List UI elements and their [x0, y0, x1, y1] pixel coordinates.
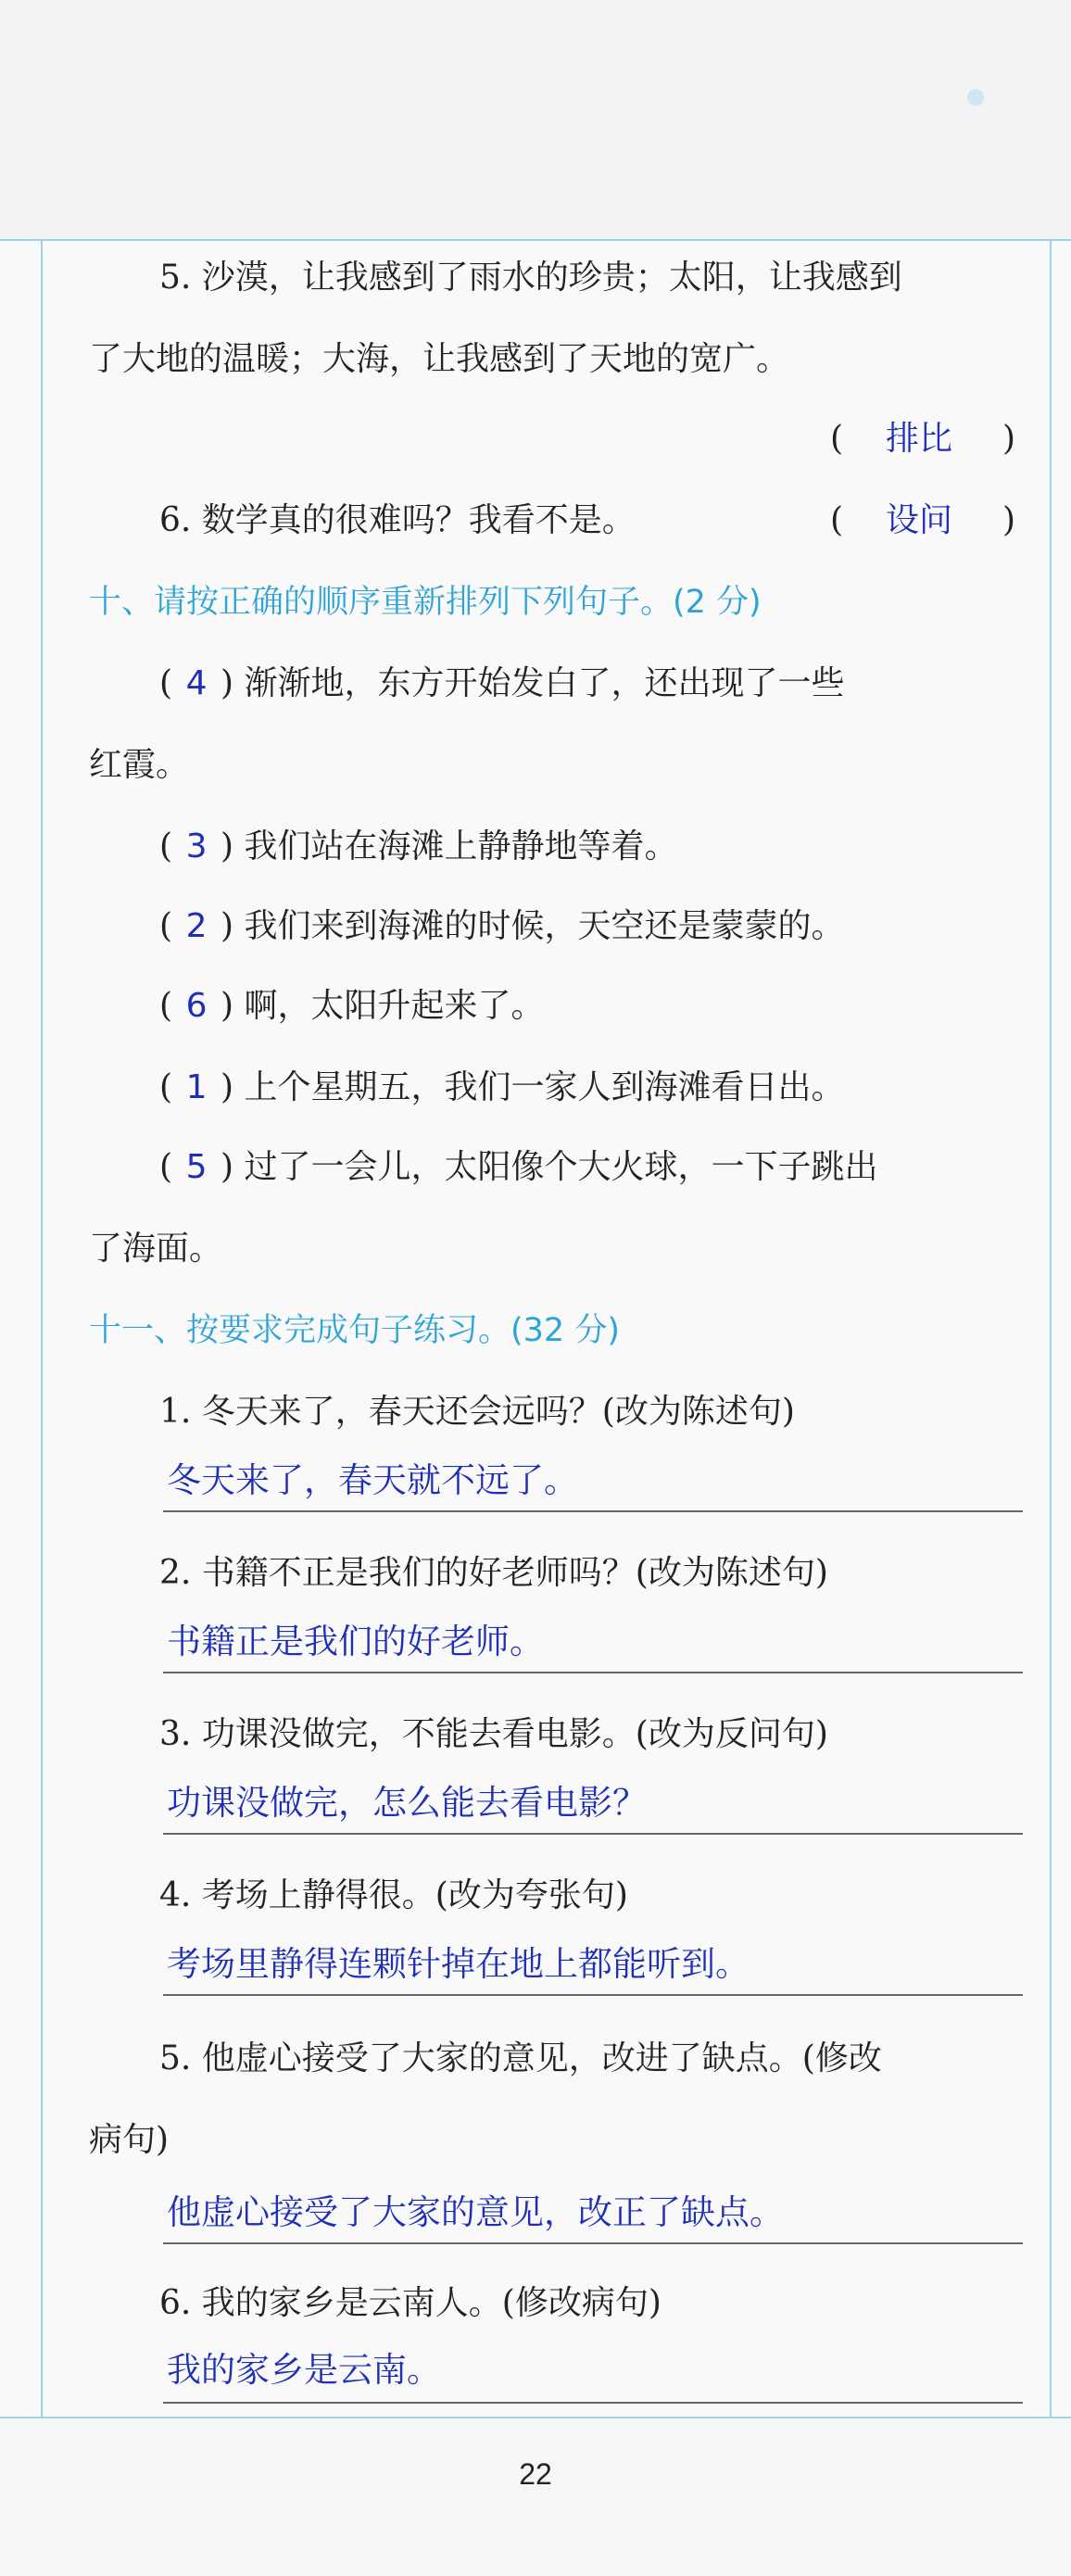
order-number: 2 [185, 907, 208, 945]
order-item: ( 1 ) 上个星期五，我们一家人到海滩看日出。 [159, 1064, 845, 1112]
order-item: ( 6 ) 啊，太阳升起来了。 [159, 982, 545, 1030]
q9-5-line2: 了大地的温暖；大海，让我感到了天地的宽广。 [89, 340, 790, 378]
order-number: 4 [185, 664, 208, 702]
q9-5-answer: 排比 [886, 420, 953, 458]
exercise-answer: 功课没做完，怎么能去看电影？ [167, 1783, 647, 1823]
section-11-heading: 十一、按要求完成句子练习。(32 分) [89, 1312, 620, 1349]
frame-left-border [41, 239, 43, 2418]
ink-spot [967, 89, 984, 106]
exercise-answer: 我的家乡是云南。 [167, 2350, 441, 2390]
exercise-answer: 他虚心接受了大家的意见，改正了缺点。 [167, 2192, 784, 2232]
q9-5-line1: 5. 沙漠，让我感到了雨水的珍贵；太阳，让我感到 [159, 259, 902, 297]
page-top-margin [0, 0, 1071, 239]
order-item: ( 4 ) 渐渐地，东方开始发白了，还出现了一些 [159, 660, 845, 708]
order-number: 3 [185, 827, 208, 865]
order-item: ( 3 ) 我们站在海滩上静静地等着。 [159, 823, 678, 871]
answer-underline [163, 1994, 1023, 1996]
order-text: 渐渐地，东方开始发白了，还出现了一些 [244, 664, 845, 702]
order-text: 我们来到海滩的时候，天空还是蒙蒙的。 [244, 907, 845, 945]
answer-underline [163, 1672, 1023, 1673]
exercise-question: 3. 功课没做完，不能去看电影。(改为反问句) [159, 1715, 828, 1753]
exercise-answer: 考场里静得连颗针掉在地上都能听到。 [167, 1944, 750, 1984]
order-text: 过了一会儿，太阳像个大火球，一下子跳出 [244, 1148, 878, 1186]
order-text: 我们站在海滩上静静地等着。 [244, 827, 678, 865]
answer-underline [163, 1510, 1023, 1512]
answer-underline [163, 1833, 1023, 1835]
answer-underline [163, 2402, 1023, 2404]
exercise-question: 5. 他虚心接受了大家的意见，改进了缺点。(修改 [159, 2039, 882, 2077]
exercise-answer: 冬天来了，春天就不远了。 [167, 1460, 578, 1500]
exercise-question-cont: 病句) [89, 2121, 170, 2159]
order-number: 1 [185, 1068, 208, 1106]
answer-underline [163, 2242, 1023, 2244]
page-number: 22 [519, 2457, 552, 2491]
q9-6-text: 6. 数学真的很难吗？我看不是。 [159, 501, 636, 539]
order-text: 啊，太阳升起来了。 [244, 987, 545, 1025]
frame-right-border [1050, 239, 1052, 2418]
q9-5-open-paren: ( [830, 420, 844, 458]
order-number: 5 [185, 1148, 208, 1186]
order-item: ( 5 ) 过了一会儿，太阳像个大火球，一下子跳出 [159, 1143, 878, 1192]
q9-6-open-paren: ( [830, 501, 844, 539]
q9-5-close-paren: ) [1002, 420, 1016, 458]
order-number: 6 [185, 987, 208, 1025]
exercise-question: 4. 考场上静得很。(改为夸张句) [159, 1876, 628, 1914]
q9-6-close-paren: ) [1002, 501, 1016, 539]
q9-6-answer: 设问 [886, 501, 953, 539]
exercise-question: 6. 我的家乡是云南人。(修改病句) [159, 2284, 662, 2322]
exercise-question: 2. 书籍不正是我们的好老师吗？(改为陈述句) [159, 1554, 828, 1592]
exercise-question: 1. 冬天来了，春天还会远吗？(改为陈述句) [159, 1393, 795, 1431]
exercise-answer: 书籍正是我们的好老师。 [167, 1622, 544, 1661]
order-item-cont: 红霞。 [89, 746, 190, 784]
section-10-heading: 十、请按正确的顺序重新排列下列句子。(2 分) [89, 584, 762, 621]
order-text: 上个星期五，我们一家人到海滩看日出。 [244, 1068, 845, 1106]
order-item-cont: 了海面。 [89, 1230, 223, 1268]
order-item: ( 2 ) 我们来到海滩的时候，天空还是蒙蒙的。 [159, 903, 845, 951]
